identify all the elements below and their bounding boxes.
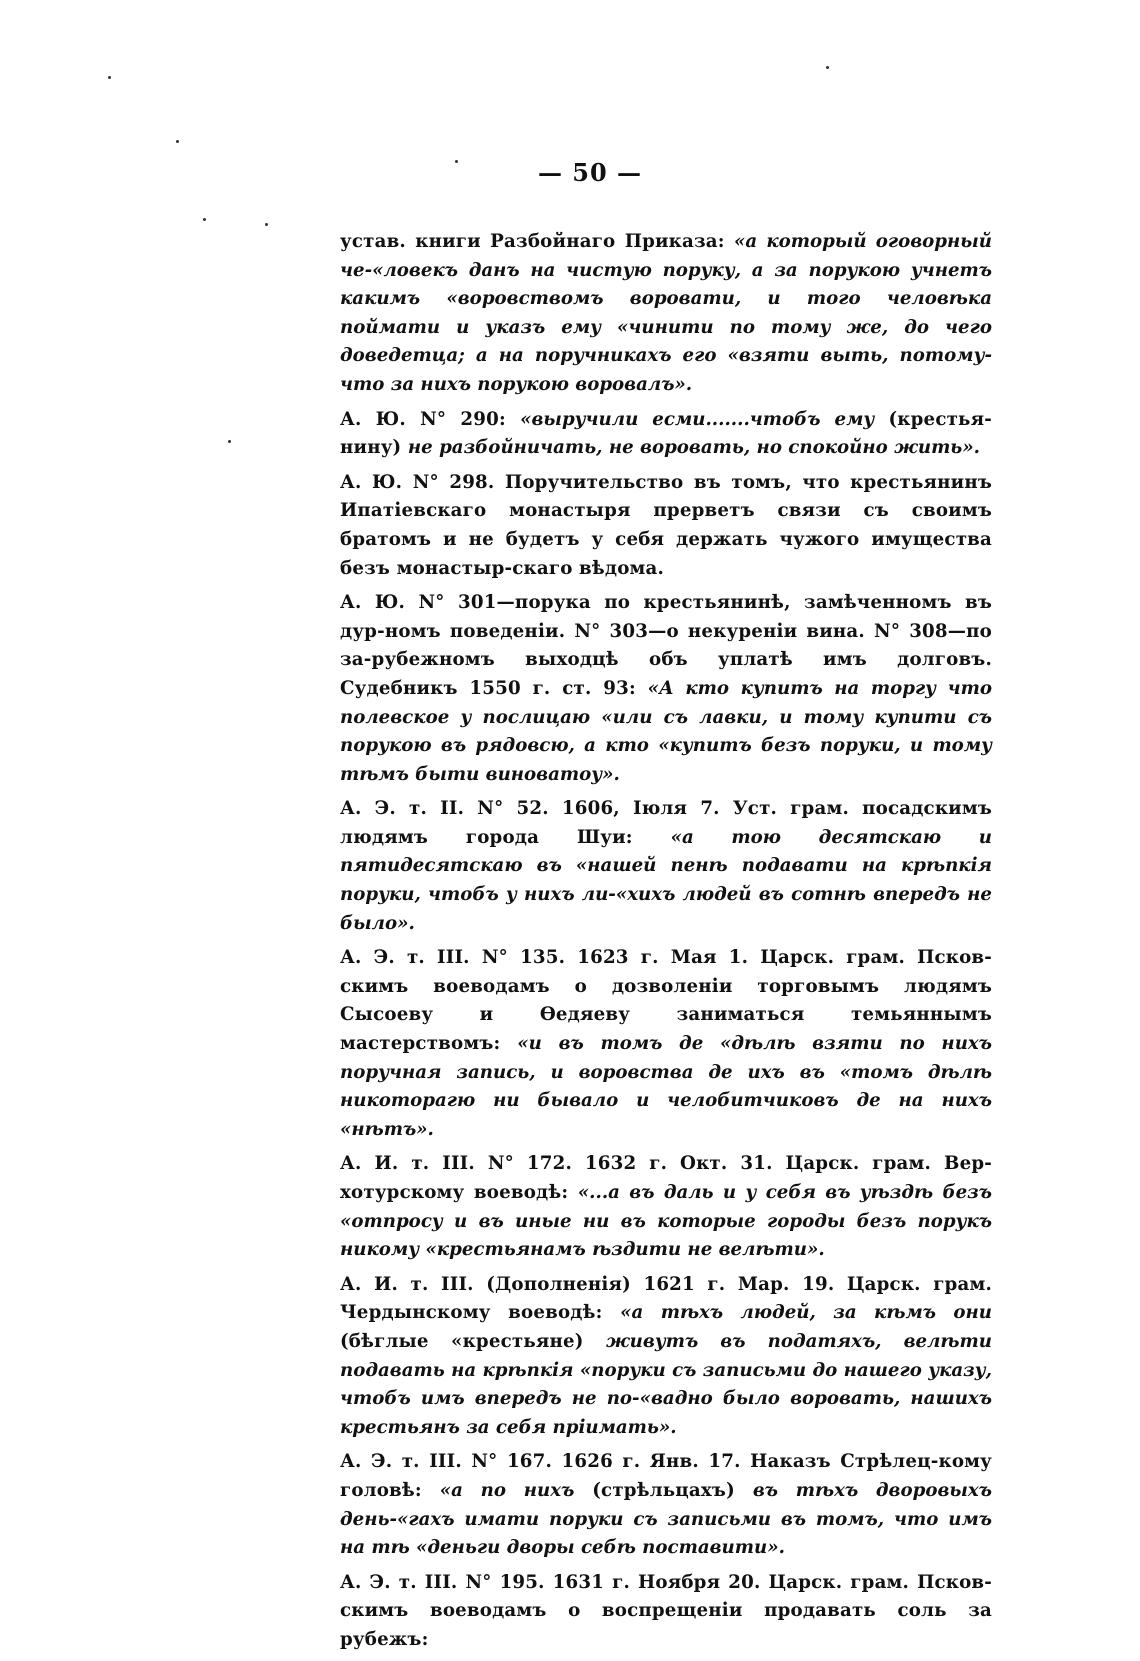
entry-note: (бѣглые «крестьяне) [340,1330,606,1352]
scan-speck [108,76,111,79]
scan-speck [265,223,268,226]
scan-speck [228,440,231,443]
entry-lead: А. Э. т. II. N° 52. 1606, Іюля 7. Уст. грам. посадскимъ людямъ города Шуи: [340,798,992,848]
entry-quote-cont: не разбойничать, не воровать, но спокойно жить». [407,437,981,459]
entry-1 [340,228,992,400]
entry-4 [340,589,992,789]
entry-lead: А. Э. т. III. N° 167. 1626 г. Янв. 17. Наказъ Стрѣлец-кому головѣ: [340,1451,992,1501]
entry-lead: А. Ю. N° 290: [340,408,521,430]
scan-speck [203,218,206,221]
entry-quote-cont: живутъ въ податяхъ, велѣти подавать на крѣпкія «поруки съ записьми до нашего указу, чтобъ имъ впередъ не по-«вадно было воровать, нашихъ крестьянъ за себя пріимать». [340,1330,992,1438]
entry-note: (крестья-нину) [340,408,992,459]
entry-2 [340,406,992,463]
entry-lead: А. Ю. N° 298. Поручительство въ томъ, что крестьянинъ Ипатіевскаго монастыря прерветъ связи съ своимъ братомъ и не будетъ у себя держать чужого имущества безъ монастыр-скаго вѣдома. [340,471,992,579]
entry-8 [340,1271,992,1443]
entry-5 [340,795,992,938]
entry-quote: «...а въ даль и у себя въ уѣздѣ безъ «отпросу и въ иные ни въ которые городы безъ порукъ никому «крестьянамъ ѣздити не велѣти». [340,1182,993,1261]
scan-speck [176,140,179,143]
page-number: — 50 — [537,158,643,187]
entry-7 [340,1150,992,1264]
entry-quote-cont: въ тѣхъ дворовыхъ день-«гахъ имати поруки съ записьми въ томъ, что имъ на тѣ «деньги дворы себѣ поставити». [340,1479,993,1559]
entry-quote: «а по нихъ [439,1479,575,1501]
entry-quote: «и въ томъ де «дѣлѣ взяти по нихъ поручная запись, и воровства де ихъ въ «томъ дѣлѣ никоторагю ни бывало и челобитчиковъ де на нихъ «нѣтъ». [340,1033,992,1140]
entry-lead: устав. книги Разбойнаго Приказа: [340,231,735,252]
body-text [340,228,992,1661]
scan-speck [455,160,458,163]
entry-lead: А. И. т. III. N° 172. 1632 г. Окт. 31. Царск. грам. Вер-хотурскому воеводѣ: [340,1153,992,1203]
entry-quote: «а который оговорный че-«ловекъ данъ на чистую поруку, а за порукою учнетъ какимъ «воровствомъ воровати, и того человѣка поймати и указъ ему «чинити по тому же, до чего доведетца; а на поручникахъ его «взяти выть, потому-что за нихъ порукою воровалъ». [340,231,992,395]
entry-quote: «выручили есми.......чтобъ ему [520,408,875,430]
entry-lead: А. Э. т. III. N° 135. 1623 г. Мая 1. Царск. грам. Псков-скимъ воеводамъ о дозволеніи торговымъ людямъ Сысоеву и Ѳедяеву заниматься темьяннымъ мастерствомъ: [340,947,992,1055]
entry-quote: «а тѣхъ людей, за кѣмъ они [620,1302,993,1324]
entry-9 [340,1448,992,1562]
entry-10 [340,1569,992,1655]
scan-speck [826,66,829,69]
entry-lead: А. И. т. III. (Дополненія) 1621 г. Мар. 19. Царск. грам. Чердынскому воеводѣ: [340,1273,992,1324]
entry-lead: А. Э. т. III. N° 195. 1631 г. Ноября 20. Царск. грам. Псков-скимъ воеводамъ о воспрещеніи продавать соль за рубежъ: [340,1571,992,1650]
entry-6 [340,944,992,1144]
entry-3 [340,469,992,583]
entry-quote: «а тою десятскаю и пятидесятскаю въ «нашей пенѣ подавати на крѣпкія поруки, чтобъ у нихъ ли-«хихъ людей въ сотнѣ впередъ не было». [340,826,992,934]
entry-quote: «А кто купитъ на торгу что полевское у послицаю «или съ лавки, и тому купити съ порукою въ рядовсю, а кто «купитъ безъ поруки, и тому тѣмъ быти виноватоу». [340,677,992,785]
entry-lead: А. Ю. N° 301—порука по крестьянинѣ, замѣченномъ въ дур-номъ поведеніи. N° 303—о некуреніи вина. N° 308—по за-рубежномъ выходцѣ объ уплатѣ имъ долговъ. Судебникъ 1550 г. ст. 93: [340,592,992,699]
entry-note: (стрѣльцахъ) [574,1479,753,1501]
